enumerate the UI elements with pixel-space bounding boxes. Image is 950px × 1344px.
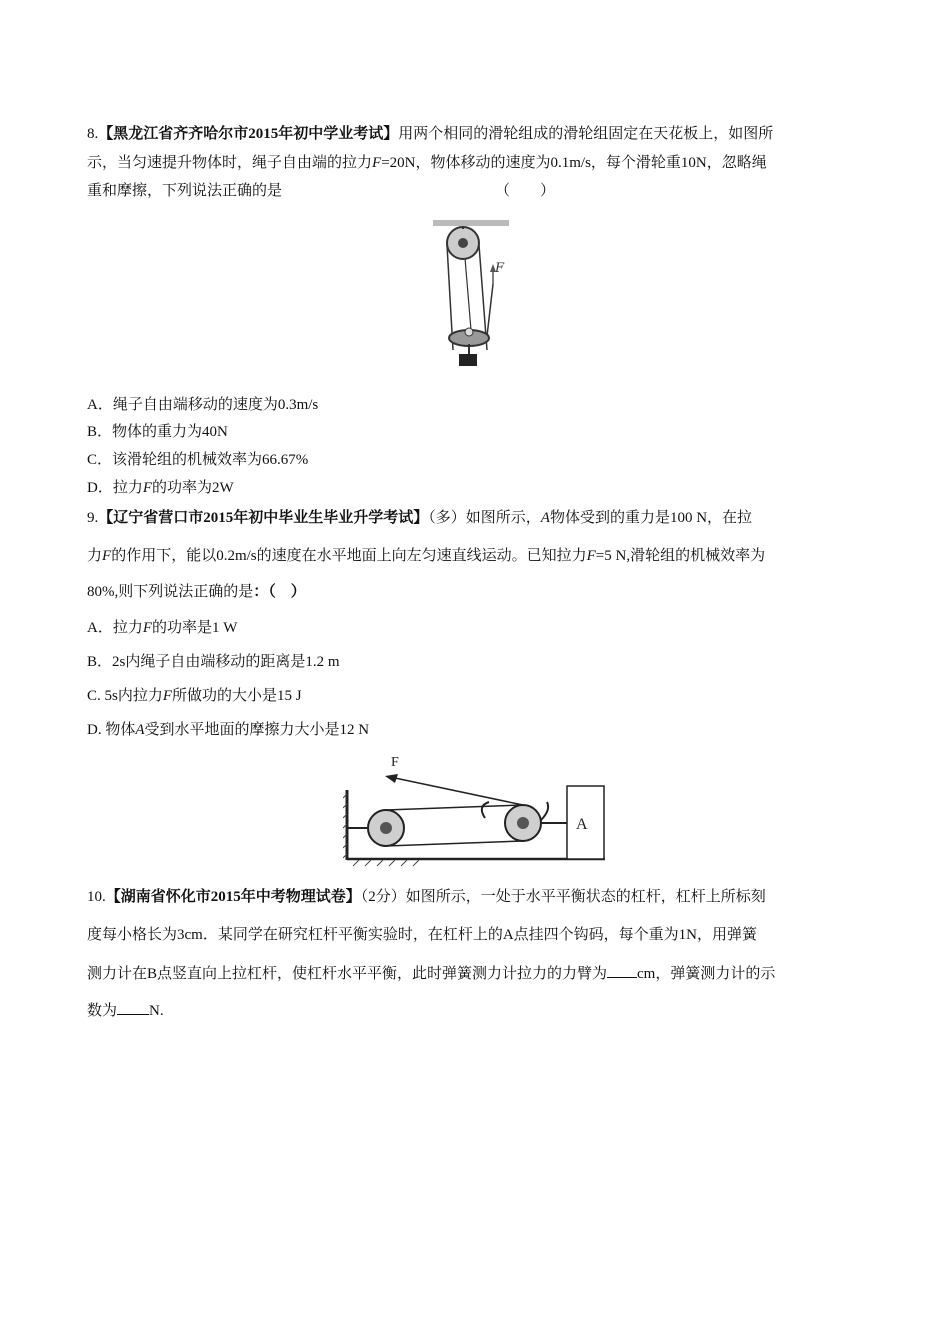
q10-stem-3b: cm，弹簧测力计的示 (637, 966, 776, 982)
q10-line-4 (87, 1000, 164, 1021)
q8-stem-2b: =20N，物体移动的速度为0.1m/s，每个滑轮重10N，忽略绳 (381, 155, 767, 171)
q8-line-3 (87, 181, 282, 201)
q8-answer-bracket: （ ） (495, 183, 556, 199)
ceiling (433, 220, 509, 226)
q10-blank-1[interactable] (607, 963, 637, 978)
q8-line-1 (87, 124, 773, 144)
q10-stem-4b: N. (149, 1003, 164, 1019)
q9-stem-2a: 力 (87, 548, 103, 564)
q9-stem-1b: 物体受到的重力是100 N，在拉 (549, 510, 753, 526)
q9-option-c-pre: C. 5s内拉力 (87, 688, 163, 704)
q9-option-d-post: 受到水平地面的摩擦力大小是12 N (144, 722, 370, 738)
q9-option-a (87, 618, 237, 638)
q8-source: 【黑龙江省齐齐哈尔市2015年初中学业考试】 (98, 126, 399, 142)
q9-number: 9. (87, 510, 99, 526)
q9-option-a-post: 的功率是1 W (152, 620, 238, 636)
q8-stem-2a: 示，当匀速提升物体时，绳子自由端的拉力 (87, 155, 373, 171)
q8-pulley-figure (425, 218, 525, 368)
q9-line-2 (87, 546, 765, 566)
q8-option-a: A．绳子自由端移动的速度为0.3m/s (87, 397, 319, 413)
q8-figure-label-f: F (495, 261, 505, 276)
q10-stem-1: （2分）如图所示，一处于水平平衡状态的杠杆，杠杆上所标刻 (360, 889, 766, 905)
q10-line-1 (87, 887, 766, 907)
q9-stem-3b: ：（ ） (253, 584, 306, 600)
q9-option-c (87, 686, 302, 706)
q9-option-a-pre: A．拉力 (87, 620, 143, 636)
q8-option-d-pre: D．拉力 (87, 480, 143, 496)
q9-var-f-2: F (586, 548, 596, 564)
q9-stem-2b: 的作用下，能以0.2m/s的速度在水平地面上向左匀速直线运动。已知拉力 (111, 548, 587, 564)
q9-var-f-1: F (102, 548, 112, 564)
q10-blank-2[interactable] (117, 1000, 149, 1015)
q10-number: 10. (87, 889, 106, 905)
q9-option-a-f: F (142, 620, 153, 636)
q9-var-a: A (540, 510, 550, 526)
q9-source: 【辽宁省营口市2015年初中毕业生毕业升学考试】 (98, 510, 429, 526)
q9-option-d (87, 720, 369, 740)
q9-option-c-post: 所做功的大小是15 J (172, 688, 302, 704)
q8-option-d (87, 478, 234, 498)
q9-figure-label-f: F (391, 755, 399, 770)
q8-option-b: B．物体的重力为40N (87, 424, 228, 440)
q8-line-2 (87, 153, 767, 173)
q8-var-f: F (372, 155, 382, 171)
q10-source: 【湖南省怀化市2015年中考物理试卷】 (105, 889, 361, 905)
q10-line-3 (87, 963, 775, 984)
q8-stem-3: 重和摩擦，下列说法正确的是 (87, 183, 283, 199)
q9-option-d-a: A (135, 722, 145, 738)
q10-stem-4a: 数为 (87, 1003, 118, 1019)
q9-stem-1a: （多）如图所示， (428, 510, 541, 526)
q10-stem-3a: 测力计在B点竖直向上拉杠杆，使杠杆水平平衡，此时弹簧测力计拉力的力臂为 (87, 966, 608, 982)
q9-line-3 (87, 582, 306, 602)
q9-figure-label-a: A (576, 816, 588, 833)
q9-stem-3a: 80%,则下列说法正确的是 (87, 584, 254, 600)
q9-stem-2c: =5 N,滑轮组的机械效率为 (595, 548, 766, 564)
q8-number: 8. (87, 126, 99, 142)
q8-option-d-f: F (142, 480, 153, 496)
q8-option-c: C．该滑轮组的机械效率为66.67% (87, 452, 309, 468)
q10-line-2: 度每小格长为3cm．某同学在研究杠杆平衡实验时，在杠杆上的A点挂四个钩码，每个重为1N，用弹簧 (87, 927, 757, 943)
force-arrow (385, 774, 398, 783)
q8-stem-1: 用两个相同的滑轮组成的滑轮组固定在天花板上，如图所 (398, 126, 774, 142)
q9-option-c-f: F (162, 688, 173, 704)
q9-option-b: B．2s内绳子自由端移动的距离是1.2 m (87, 654, 340, 670)
q9-line-1 (87, 508, 752, 528)
load-block (459, 354, 477, 366)
q9-pulley-figure (343, 750, 608, 870)
q8-option-d-post: 的功率为2W (152, 480, 234, 496)
q9-option-d-pre: D. 物体 (87, 722, 136, 738)
